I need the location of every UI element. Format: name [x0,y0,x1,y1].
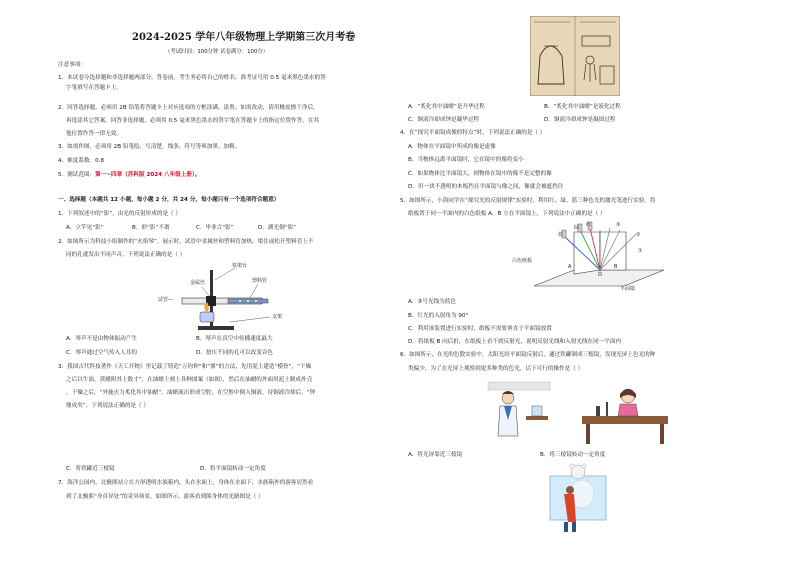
q3-option-c: C．铜液冷却成钟是凝华过程 [408,117,480,123]
note-2a: 2．回答选择题，必须用 2B 铅笔将答题卡上对应选项的方框涂满、涂黑；如需改动，请用橡皮擦干净后， [58,105,319,111]
dispersion-figure [478,376,678,450]
q4-option-b: B．当物体远离平面镜时，它在镜中的像将变小 [408,157,524,163]
note-1b: 字笔填写在答题卡上。 [66,85,122,91]
q4-option-d: D．用一块不透明的木板挡在平面镜与像之间，像就会被遮挡住 [408,184,564,190]
label-ray-2: ② [636,232,641,238]
q6-stem-2: 类偏少，为了在光屏上观察到更多种类的色光，以下可行的操作是（ ） [408,366,584,372]
table-right [582,416,668,424]
label-iron-stand: 铁架台 [232,263,248,269]
q5-option-d: D．将纸板 B 向后折，在纸板上看不到反射光，说明反射光线和入射光线在同一平面内 [408,339,622,345]
label-blue: 蓝 [558,232,564,238]
q3-stem-3: 。干燥之后，“外施火力炙化其中油蜡”，油蜡流出形成空腔，在空腔中倒入铜液，待铜液冷却后，“钟 [66,390,316,396]
q6-option-c: C．将铁罐近三棱镜 [66,466,115,472]
exam-title: 2024-2025 学年八年级物理上学期第三次月考卷 [132,32,356,43]
notes-header: 注意事项： [58,62,86,68]
label-ray-3: ③ [616,222,621,228]
q5-option-a: A．③号光线为蓝色 [408,299,456,305]
q7-stem-2: 到了北极熊“身首异处”的奇异场景，如图所示。游客看到熊身体的光路图是（ ） [66,494,264,500]
label-stand: 支架 [272,314,283,320]
q5-stem-1: 5．如图所示，小海同学在“探究光的反射规律”实验时，利用红、绿、蓝三种色光的激光笔进行实验，将 [400,198,656,204]
note-2b: 再选涂其它答案。回答非选择题，必须用 0.5 毫米黑色墨水的签字笔在答题卡上的指定位置作答，在其 [66,118,319,124]
q4-stem: 4．在“探究平面镜成像的特点”时，下列说法正确的是（ ） [400,130,546,136]
paper-board-b [600,232,626,270]
q1-option-d: D．湖光倒“影” [258,225,297,231]
label-metal-wire: 金属丝 [190,280,206,286]
label-o: O [598,272,602,278]
test-scope: 第一~四章（苏科版 2024 八年级上册）。 [95,172,201,178]
q3-stem-4: 鼎成矣”。下列说法正确的是（ ） [66,403,149,409]
q2-option-d: D．按压不同的孔可以改变音色 [196,350,274,356]
q1-option-c: C．毕业合“影” [196,225,234,231]
q5-option-c: C．利用该装置进行实验时，纸板不需要垂直于平面镜放置 [408,326,552,332]
label-red: 红 [586,222,592,228]
stand-base [198,326,234,330]
q6-option-b: B．将三棱镜转动一定角度 [540,452,606,458]
label-a: A [568,264,572,270]
note-4: 4．难度系数：0.8 [58,158,105,164]
q3-option-b: B．“炙化其中油蜡”是液化过程 [544,104,621,110]
q4-option-c: C．如果物体比平面镜大，则物体在镜中的像不是完整的像 [408,171,552,177]
note-3: 3．如需作图，必须用 2B 铅笔绘、写清楚，线条、符号等须加黑、加粗。 [58,144,241,150]
polar-bear-tank-figure [538,460,618,540]
q3-stem-1: 3．我国古代科技著作《天工开物》里记载了铸造“万钧钟”和“鼎”的方法，先用泥土建造“模骨”，“干燥 [58,364,312,370]
q1-option-b: B．形“影”不离 [132,225,170,231]
burner [200,312,214,322]
label-white-board: 白色纸板 [512,258,533,264]
q6-option-a: A．将光屏靠近三棱镜 [408,452,463,458]
note-1a: 1．本试卷分选择题和非选择题两部分。答卷前，考生务必将自己的姓名、准考证号用 0.5 毫米黑色墨水的签 [58,75,326,81]
note-2c: 他位置作答一律无效。 [66,131,122,137]
table-left [526,416,548,420]
q3-stem-2: 之后以牛油、黄蜡附其上数寸”，在油蜡上刻上各种图案（如图），然后在油蜡的外面用泥土制成外壳 [66,377,313,383]
q2-option-a: A．琴声不是由物体振动产生 [66,336,137,342]
label-b: B [614,264,618,270]
q6-option-d: D．将平面镜转动一定角度 [200,466,266,472]
q2-option-b: B．琴声在真空中传播速度最大 [196,336,273,342]
label-ray-1: ① [638,248,643,254]
q3-option-a: A．“炙化其中油蜡”是升华过程 [408,104,485,110]
q7-stem-1: 7．海洋公园内，北极熊站立在方形透明水族箱内，头在水面上，身体在水面下，水族箱外的游客居然看 [58,480,314,486]
label-green: 绿 [574,225,580,231]
note-5-label: 5．测试范围： [58,172,96,178]
section-1-heading: 一、选择题（本题共 12 小题，每小题 2 分，共 24 分，每小题只有一个选项符合题意） [58,197,280,203]
label-plane-mirror: 平面镜 [620,286,636,292]
q6-stem-1: 6．如图所示，在光的色散实验中，太阳光经平面镜反射后，通过铁罐制成三棱镜，发现光屏上色光的种 [400,352,656,358]
q2-stem-2: 同的孔就发出不同声音。下列说法正确的是（ ） [66,252,186,258]
q5-stem-2: 纸板置于同一平面内的白色纸板 A、B 立在平面镜上，下列说法中正确的是（ ） [408,211,606,217]
tiangong-kaiwu-illustration [530,16,620,96]
note-5 [58,172,200,179]
q2-stem-1: 2．如图所示为科技小组制作的“火焰琴”。展示时，试管中金属丝和塑料管加热，堵住或松开塑料管上不 [58,239,314,245]
q5-option-b: B．红光的入射角为 90° [408,313,469,319]
q4-option-a: A．物体在平面镜中所成的像是虚像 [408,144,496,150]
q3-option-d: D．铜液冷却成钟是凝固过程 [544,117,616,123]
exam-subtitle: （考试时间：100分钟 试卷满分：100分） [165,49,269,55]
q2-option-c: C．琴声通过空气传入人耳的 [66,350,138,356]
q1-option-a: A．立竿见“影” [66,225,104,231]
reflection-experiment-figure [524,220,674,300]
q1-stem: 1．下列叙述中的“影”，由光的反射形成的是（ ） [58,211,182,217]
label-test-tube: 试管— [158,297,174,303]
label-plastic-tube: 塑料管 [252,278,268,284]
